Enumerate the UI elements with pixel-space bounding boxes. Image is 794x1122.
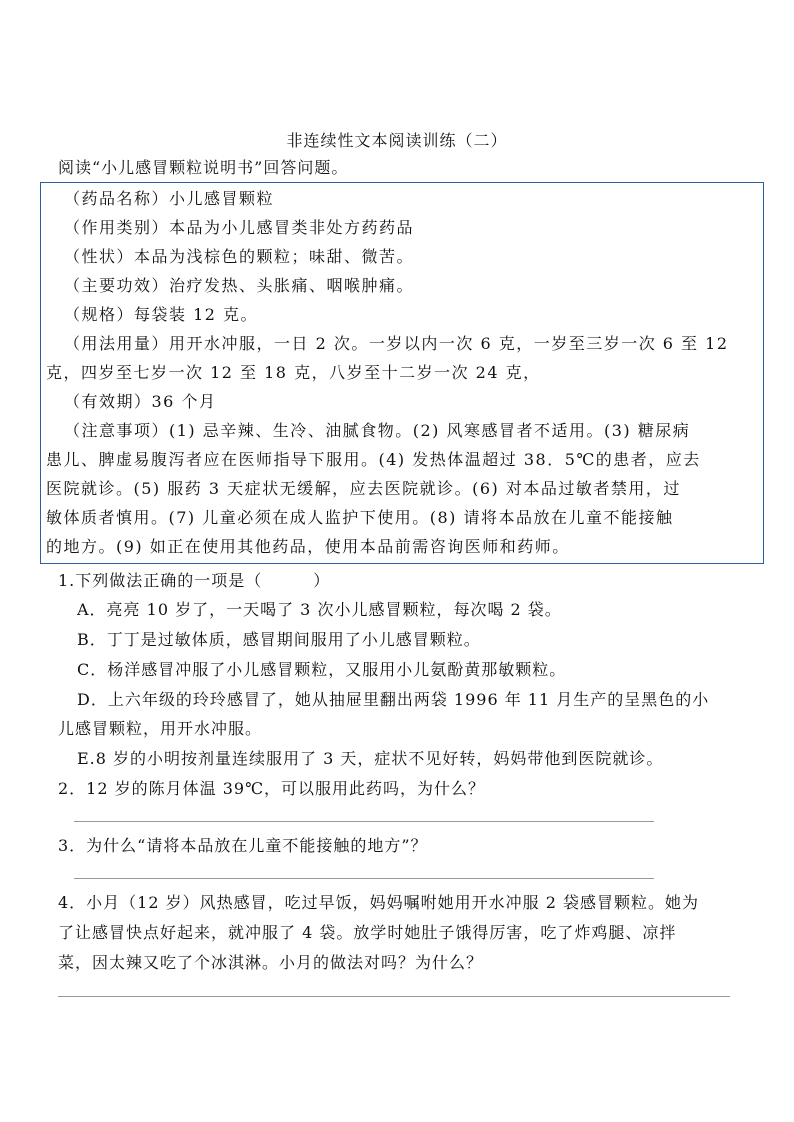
instruction-line: （规格）每袋装 12 克。 — [64, 305, 259, 324]
instruction-line: 克，四岁至七岁一次 12 至 18 克，八岁至十二岁一次 24 克， — [46, 363, 541, 382]
question-1-option: C．杨洋感冒冲服了小儿感冒颗粒，又服用小儿氨酚黄那敏颗粒。 — [77, 660, 567, 679]
instruction-line: 患儿、脾虚易腹泻者应在医师指导下服用。(4) 发热体温超过 38．5℃的患者，应去 — [46, 450, 701, 469]
question-4-line: 了让感冒快点好起来，就冲服了 4 袋。放学时她肚子饿得厉害，吃了炸鸡腿、凉拌 — [58, 923, 677, 942]
instruction-line: （主要功效）治疗发热、头胀痛、咽喉肿痛。 — [64, 276, 415, 295]
question-1-option: E.8 岁的小明按剂量连续服用了 3 天，症状不见好转，妈妈带他到医院就诊。 — [77, 749, 664, 768]
question-3: 3．为什么“请将本品放在儿童不能接触的地方”？ — [58, 836, 428, 855]
question-1-option: B．丁丁是过敏体质，感冒期间服用了小儿感冒颗粒。 — [77, 630, 481, 649]
question-4-line: 4．小月（12 岁）风热感冒，吃过早饭，妈妈嘱咐她用开水冲服 2 袋感冒颗粒。她为 — [58, 893, 699, 912]
instruction-line: 医院就诊。(5) 服药 3 天症状无缓解，应去医院就诊。(6) 对本品过敏者禁用，过 — [46, 479, 681, 498]
instruction-line: （药品名称）小儿感冒颗粒 — [64, 189, 275, 208]
answer-line[interactable] — [58, 996, 730, 997]
instruction-line: （有效期）36 个月 — [64, 392, 217, 411]
intro-text: 阅读“小儿感冒颗粒说明书”回答问题。 — [58, 158, 349, 177]
instruction-line: 敏体质者慎用。(7) 儿童必须在成人监护下使用。(8) 请将本品放在儿童不能接触 — [46, 508, 674, 527]
question-1-option: D．上六年级的玲玲感冒了，她从抽屉里翻出两袋 1996 年 11 月生产的呈黑色的小 — [77, 690, 710, 709]
page-title: 非连续性文本阅读训练（二） — [286, 131, 508, 150]
instruction-line: （注意事项）(1) 忌辛辣、生冷、油腻食物。(2) 风寒感冒者不适用。(3) 糖尿病 — [64, 421, 691, 440]
question-2: 2．12 岁的陈月体温 39℃，可以服用此药吗，为什么？ — [58, 779, 485, 798]
question-4-line: 菜，因太辣又吃了个冰淇淋。小月的做法对吗？为什么？ — [58, 953, 484, 972]
instructions-box — [40, 182, 764, 564]
instruction-line: （性状）本品为浅棕色的颗粒；味甜、微苦。 — [64, 247, 415, 266]
answer-line[interactable] — [74, 878, 654, 879]
instruction-line: （用法用量）用开水冲服，一日 2 次。一岁以内一次 6 克，一岁至三岁一次 6 至 12 — [64, 334, 729, 353]
question-1-stem: 1.下列做法正确的一项是（ ） — [58, 571, 331, 590]
instruction-line: （作用类别）本品为小儿感冒类非处方药药品 — [64, 218, 415, 237]
answer-line[interactable] — [74, 821, 654, 822]
instruction-line: 的地方。(9) 如正在使用其他药品，使用本品前需咨询医师和药师。 — [46, 537, 570, 556]
question-1-option: 儿感冒颗粒，用开水冲服。 — [58, 719, 263, 738]
question-1-option: A．亮亮 10 岁了，一天喝了 3 次小儿感冒颗粒，每次喝 2 袋。 — [77, 600, 562, 619]
